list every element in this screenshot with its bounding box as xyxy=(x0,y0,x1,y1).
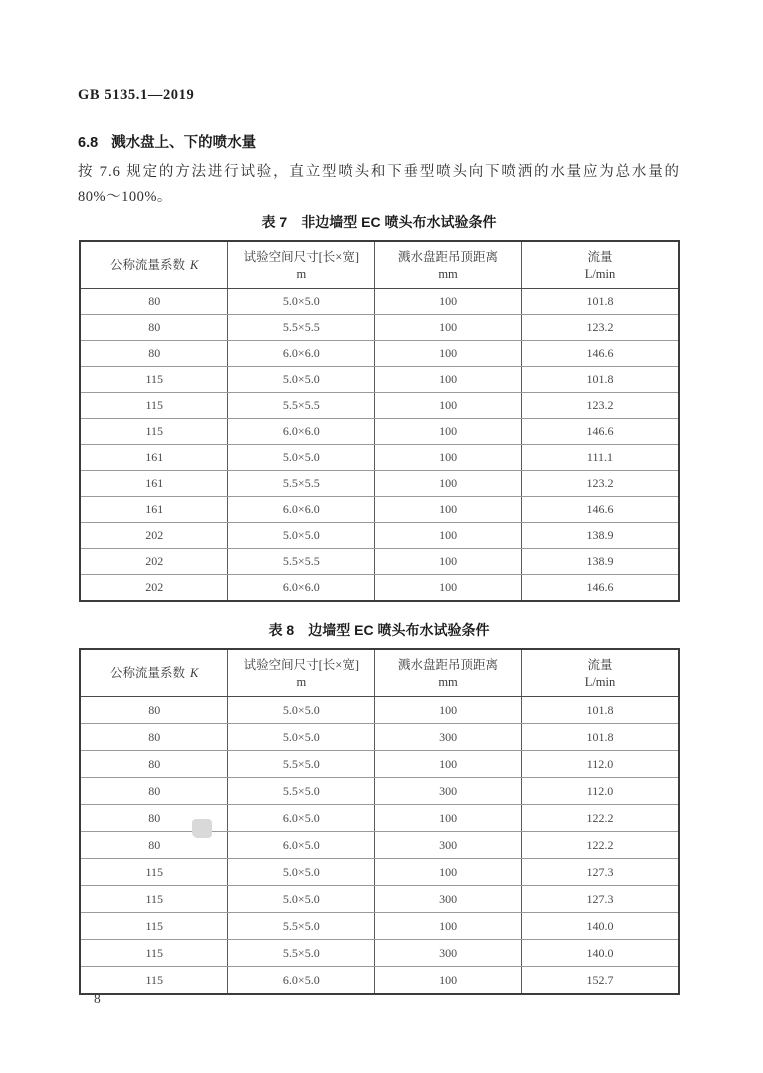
table-cell: 138.9 xyxy=(521,523,679,549)
table-cell: 140.0 xyxy=(521,913,679,940)
section-number: 6.8 xyxy=(78,135,99,151)
table-cell: 101.8 xyxy=(521,289,679,315)
table-cell: 80 xyxy=(80,778,228,805)
column-symbol: K xyxy=(190,257,199,272)
table-header-row xyxy=(80,649,679,697)
table-row xyxy=(80,967,679,995)
table-row xyxy=(80,751,679,778)
table-cell: 123.2 xyxy=(521,471,679,497)
table7-caption-title: 非边墙型 EC 喷头布水试验条件 xyxy=(301,214,497,230)
table8 xyxy=(79,648,680,995)
table-cell: 202 xyxy=(80,575,228,602)
table-row xyxy=(80,724,679,751)
table-cell: 80 xyxy=(80,315,228,341)
section-title: 溅水盘上、下的喷水量 xyxy=(111,135,257,151)
table-cell: 112.0 xyxy=(521,778,679,805)
table-row xyxy=(80,289,679,315)
table-cell: 115 xyxy=(80,367,228,393)
table-cell: 100 xyxy=(375,575,522,602)
table-cell: 152.7 xyxy=(521,967,679,995)
table-cell: 100 xyxy=(375,367,522,393)
table-cell: 100 xyxy=(375,967,522,995)
table-cell: 100 xyxy=(375,497,522,523)
table-cell: 5.5×5.0 xyxy=(228,751,375,778)
table-row xyxy=(80,523,679,549)
column-header: 流量 L/min xyxy=(521,649,679,697)
table-row xyxy=(80,778,679,805)
table-cell: 146.6 xyxy=(521,341,679,367)
table-cell: 80 xyxy=(80,341,228,367)
table-cell: 80 xyxy=(80,832,228,859)
table-cell: 5.5×5.0 xyxy=(228,940,375,967)
table-cell: 100 xyxy=(375,419,522,445)
column-symbol: K xyxy=(190,665,199,680)
section-heading xyxy=(78,131,256,152)
table-cell: 140.0 xyxy=(521,940,679,967)
table-cell: 115 xyxy=(80,913,228,940)
table-row xyxy=(80,445,679,471)
table-cell: 80 xyxy=(80,751,228,778)
table-cell: 115 xyxy=(80,859,228,886)
table8-body xyxy=(80,697,679,995)
table-cell: 100 xyxy=(375,751,522,778)
table-cell: 80 xyxy=(80,805,228,832)
table-cell: 101.8 xyxy=(521,367,679,393)
table-cell: 80 xyxy=(80,697,228,724)
table-cell: 6.0×6.0 xyxy=(228,419,375,445)
table-row xyxy=(80,913,679,940)
table-row xyxy=(80,549,679,575)
table-cell: 122.2 xyxy=(521,832,679,859)
table-cell: 123.2 xyxy=(521,393,679,419)
table-cell: 300 xyxy=(375,832,522,859)
table-cell: 100 xyxy=(375,289,522,315)
table-cell: 122.2 xyxy=(521,805,679,832)
table-header-row xyxy=(80,241,679,289)
table-cell: 5.5×5.5 xyxy=(228,549,375,575)
table-cell: 115 xyxy=(80,419,228,445)
column-header: 溅水盘距吊顶距离 mm xyxy=(375,241,522,289)
table-cell: 300 xyxy=(375,778,522,805)
table-row xyxy=(80,471,679,497)
table-cell: 115 xyxy=(80,393,228,419)
table-row xyxy=(80,940,679,967)
table-cell: 100 xyxy=(375,523,522,549)
table-row xyxy=(80,886,679,913)
table-cell: 115 xyxy=(80,886,228,913)
table-cell: 5.5×5.5 xyxy=(228,471,375,497)
table7-header xyxy=(80,241,679,289)
standard-number: GB 5135.1—2019 xyxy=(78,87,195,103)
table-cell: 101.8 xyxy=(521,697,679,724)
table7-caption-label: 表 7 xyxy=(261,214,288,230)
page-number: 8 xyxy=(94,991,101,1006)
table-cell: 115 xyxy=(80,967,228,995)
table-cell: 127.3 xyxy=(521,859,679,886)
column-header: 溅水盘距吊顶距离 mm xyxy=(375,649,522,697)
table-cell: 6.0×5.0 xyxy=(228,967,375,995)
table-row xyxy=(80,419,679,445)
table-cell: 5.0×5.0 xyxy=(228,697,375,724)
table-cell: 5.0×5.0 xyxy=(228,523,375,549)
table-row xyxy=(80,341,679,367)
table-cell: 112.0 xyxy=(521,751,679,778)
table7-caption xyxy=(78,212,680,232)
paragraph-line-2: 80%～100%。 xyxy=(78,189,172,205)
table-cell: 100 xyxy=(375,913,522,940)
paragraph-line-1: 按 7.6 规定的方法进行试验，直立型喷头和下垂型喷头向下喷洒的水量应为总水量的 xyxy=(78,164,680,180)
table-cell: 161 xyxy=(80,471,228,497)
table-cell: 100 xyxy=(375,341,522,367)
column-header: 流量 L/min xyxy=(521,241,679,289)
table-cell: 202 xyxy=(80,549,228,575)
table-cell: 100 xyxy=(375,315,522,341)
table-cell: 300 xyxy=(375,886,522,913)
table-row xyxy=(80,367,679,393)
table-cell: 202 xyxy=(80,523,228,549)
table8-caption-title: 边墙型 EC 喷头布水试验条件 xyxy=(308,622,490,638)
table-cell: 111.1 xyxy=(521,445,679,471)
table-row xyxy=(80,697,679,724)
table-row xyxy=(80,805,679,832)
table-row xyxy=(80,859,679,886)
table-cell: 100 xyxy=(375,471,522,497)
table8-caption xyxy=(78,620,680,640)
table-row xyxy=(80,832,679,859)
table-cell: 5.0×5.0 xyxy=(228,445,375,471)
table-cell: 6.0×6.0 xyxy=(228,341,375,367)
column-header: 公称流量系数 K xyxy=(80,241,228,289)
table-cell: 80 xyxy=(80,289,228,315)
table8-header xyxy=(80,649,679,697)
table-cell: 300 xyxy=(375,940,522,967)
table-cell: 161 xyxy=(80,445,228,471)
table-cell: 100 xyxy=(375,805,522,832)
table-cell: 6.0×6.0 xyxy=(228,497,375,523)
table-cell: 5.5×5.0 xyxy=(228,913,375,940)
table-cell: 5.5×5.5 xyxy=(228,315,375,341)
table-cell: 6.0×5.0 xyxy=(228,805,375,832)
table8-caption-label: 表 8 xyxy=(268,622,295,638)
table-row xyxy=(80,393,679,419)
column-header: 试验空间尺寸[长×宽] m xyxy=(228,649,375,697)
table-cell: 138.9 xyxy=(521,549,679,575)
table-cell: 100 xyxy=(375,393,522,419)
table-cell: 115 xyxy=(80,940,228,967)
column-header: 公称流量系数 K xyxy=(80,649,228,697)
table-cell: 5.0×5.0 xyxy=(228,289,375,315)
table-row xyxy=(80,575,679,602)
table-cell: 123.2 xyxy=(521,315,679,341)
table-cell: 5.5×5.5 xyxy=(228,393,375,419)
scan-smudge-artifact xyxy=(192,819,212,838)
table-cell: 80 xyxy=(80,724,228,751)
table-cell: 100 xyxy=(375,445,522,471)
table-cell: 5.0×5.0 xyxy=(228,859,375,886)
table-row xyxy=(80,315,679,341)
table-cell: 5.5×5.0 xyxy=(228,778,375,805)
table-cell: 5.0×5.0 xyxy=(228,367,375,393)
table-cell: 161 xyxy=(80,497,228,523)
table-cell: 146.6 xyxy=(521,575,679,602)
table-cell: 6.0×5.0 xyxy=(228,832,375,859)
table-cell: 5.0×5.0 xyxy=(228,724,375,751)
table-cell: 100 xyxy=(375,859,522,886)
table-cell: 127.3 xyxy=(521,886,679,913)
table-cell: 100 xyxy=(375,697,522,724)
table-cell: 5.0×5.0 xyxy=(228,886,375,913)
table-cell: 100 xyxy=(375,549,522,575)
table-cell: 6.0×6.0 xyxy=(228,575,375,602)
table7-body xyxy=(80,289,679,602)
table-cell: 300 xyxy=(375,724,522,751)
table-row xyxy=(80,497,679,523)
table-cell: 101.8 xyxy=(521,724,679,751)
table-cell: 146.6 xyxy=(521,497,679,523)
column-header: 试验空间尺寸[长×宽] m xyxy=(228,241,375,289)
table7 xyxy=(79,240,680,602)
table-cell: 146.6 xyxy=(521,419,679,445)
